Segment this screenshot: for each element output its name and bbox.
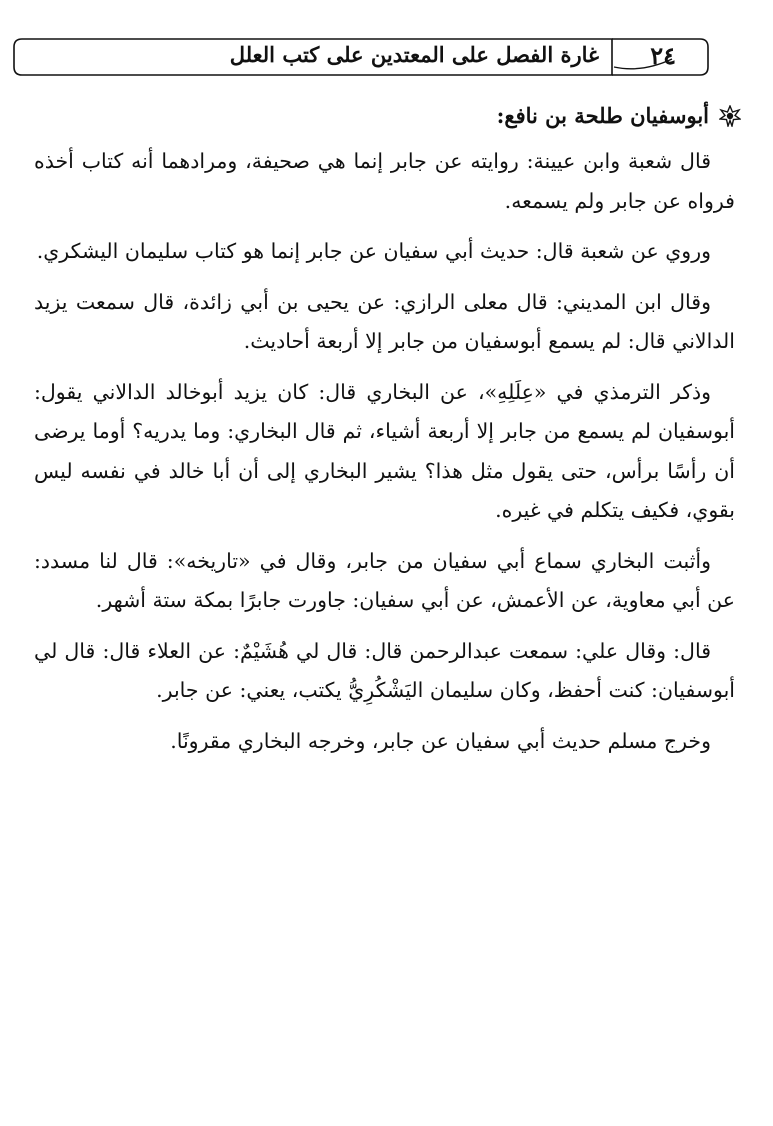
book-title: غارة الفصل على المعتدين على كتب العلل: [229, 42, 599, 67]
paragraph-1: قال شعبة وابن عيينة: روايته عن جابر إنما هي صحيفة، ومرادهما أنه كتاب أخذه فرواه عن جابر ولم يسمعه.: [34, 149, 735, 213]
paragraph-7: وخرج مسلم حديث أبي سفيان عن جابر، وخرجه البخاري مقرونًا.: [170, 728, 711, 753]
section-heading: [34, 96, 741, 136]
running-header: [12, 37, 709, 77]
paragraph-4: وذكر الترمذي في «عِلَلِهِ»، عن البخاري قال: كان يزيد أبوخالد الدالاني يقول: أبوسفيان لم يسمع من جابر إلا أربعة أشياء، ثم قال البخاري: وما يدريه؟ أوما يرضى أن رأسًا برأس، حتى يقول مثل هذا؟ يشير البخاري إلى أن أبا خالد في نفسه ليس بقوي، فكيف يتكلم في غيره.: [34, 379, 735, 522]
paragraph-5: وأثبت البخاري سماع أبي سفيان من جابر، وقال في «تاريخه»: قال لنا مسدد: عن أبي معاوية، عن الأعمش، عن أبي سفيان: جاورت جابرًا بمكة ستة أشهر.: [34, 548, 735, 612]
section-heading-text: أبوسفيان طلحة بن نافع:: [496, 103, 709, 128]
paragraph-2: وروي عن شعبة قال: حديث أبي سفيان عن جابر إنما هو كتاب سليمان اليشكري.: [36, 239, 711, 263]
paragraph-3: وقال ابن المديني: قال معلى الرازي: عن يحيى بن أبي زائدة، قال سمعت يزيد الدالاني قال: لم يسمع أبوسفيان من جابر إلا أربعة أحاديث.: [34, 289, 735, 353]
page-number: ٢٤: [650, 41, 676, 70]
ornament-star-icon: [719, 105, 741, 127]
page-body: [34, 96, 735, 772]
paragraph-6: قال: وقال علي: سمعت عبدالرحمن قال: قال لي هُشَيْمٌ: عن العلاء قال: قال لي أبوسفيان: كنت أحفظ، وكان سليمان اليَشْكُرِيُّ يكتب، يعني: عن جابر.: [34, 638, 735, 702]
